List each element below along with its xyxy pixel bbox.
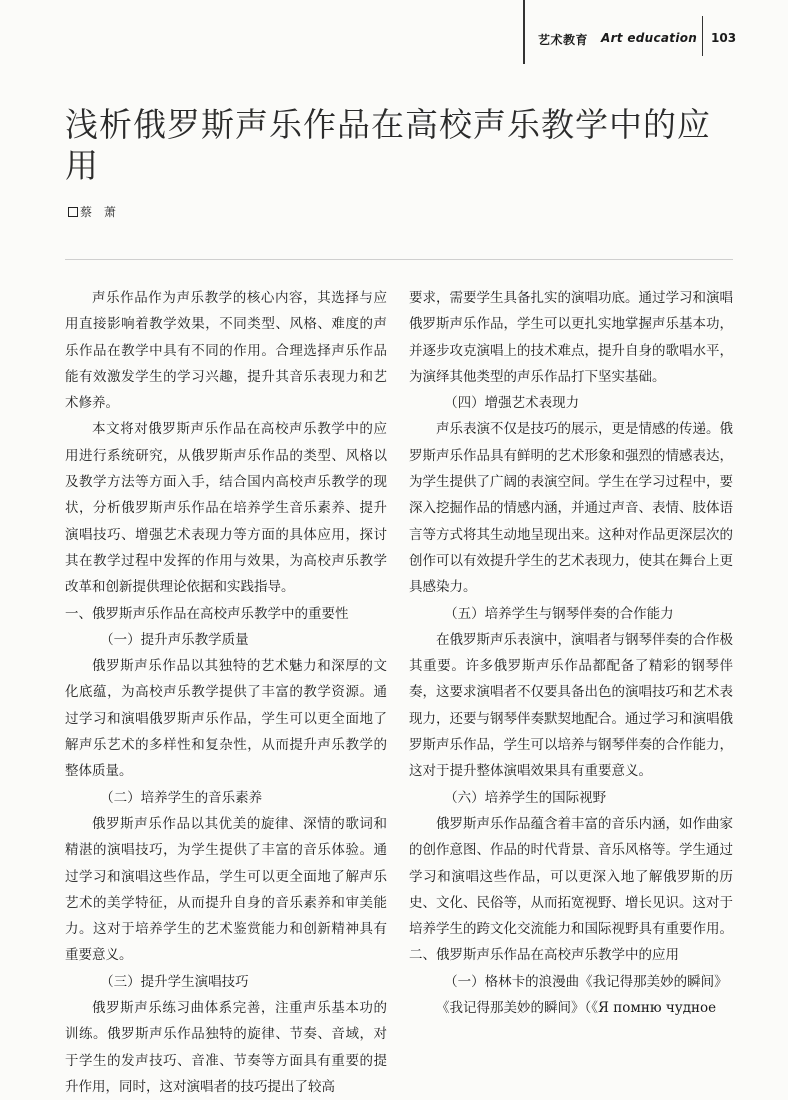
header-divider-line <box>523 0 525 64</box>
subsection-heading: （一）提升声乐教学质量 <box>100 631 249 648</box>
author-line <box>68 203 120 220</box>
paragraph: 在俄罗斯声乐表演中，演唱者与钢琴伴奏的合作极其重要。许多俄罗斯声乐作品都配备了精彩的钢琴伴奏，这要求演唱者不仅要具备出色的演唱技巧和艺术表现力，还要与钢琴伴奏默契地配合。通过学习和演唱俄罗斯声乐作品，学生可以培养与钢琴伴奏的合作能力，这对于提升整体演唱效果具有重要意义。 <box>409 631 733 780</box>
section-name-english: Art education <box>601 31 698 45</box>
article-title: 浅析俄罗斯声乐作品在高校声乐教学中的应用 <box>65 105 711 185</box>
subsection-heading: （三）提升学生演唱技巧 <box>100 973 249 990</box>
paragraph: 本文将对俄罗斯声乐作品在高校声乐教学中的应用进行系统研究，从俄罗斯声乐作品的类型、风格以及教学方法等方面入手，结合国内高校声乐教学的现状，分析俄罗斯声乐作品在培养学生音乐素养、提升演唱技巧、增强艺术表现力等方面的具体应用，探讨其在教学过程中发挥的作用与效果，为高校声乐教学改革和创新提供理论依据和实践指导。 <box>65 421 387 596</box>
subsection-heading: （五）培养学生与钢琴伴奏的合作能力 <box>444 605 674 622</box>
section-name-chinese: 艺术教育 <box>538 33 589 47</box>
author-name: 蔡 萧 <box>80 205 120 219</box>
section-heading: 一、俄罗斯声乐作品在高校声乐教学中的重要性 <box>65 605 349 622</box>
right-column <box>409 285 733 1021</box>
paragraph: 俄罗斯声乐练习曲体系完善，注重声乐基本功的训练。俄罗斯声乐作品独特的旋律、节奏、音域，对于学生的发声技巧、音准、节奏等方面具有重要的提升作用，同时，这对演唱者的技巧提出了较高 <box>65 1000 387 1095</box>
left-column <box>65 285 387 1100</box>
page-number: 103 <box>711 31 737 45</box>
header-separator-line <box>702 16 703 56</box>
section-heading: 二、俄罗斯声乐作品在高校声乐教学中的应用 <box>409 947 679 964</box>
subsection-heading: （四）增强艺术表现力 <box>444 395 580 412</box>
subsection-heading: （二）培养学生的音乐素养 <box>100 789 263 806</box>
running-header <box>523 0 788 72</box>
paragraph: 俄罗斯声乐作品蕴含着丰富的音乐内涵，如作曲家的创作意图、作品的时代背景、音乐风格等。学生通过学习和演唱这些作品，可以更深入地了解俄罗斯的历史、文化、民俗等，从而拓宽视野、增长见识。这对于培养学生的跨文化交流能力和国际视野具有重要作用。 <box>409 815 733 938</box>
subsection-heading: （一）格林卡的浪漫曲《我记得那美妙的瞬间》 <box>444 973 728 990</box>
paragraph-continued: 要求，需要学生具备扎实的演唱功底。通过学习和演唱俄罗斯声乐作品，学生可以更扎实地掌握声乐基本功，并逐步攻克演唱上的技术难点，提升自身的歌唱水平，为演绎其他类型的声乐作品打下坚实基础。 <box>409 290 733 385</box>
paragraph: 俄罗斯声乐作品以其优美的旋律、深情的歌词和精湛的演唱技巧，为学生提供了丰富的音乐体验。通过学习和演唱这些作品，学生可以更全面地了解声乐艺术的美学特征，从而提升自身的音乐素养和审美能力。这对于培养学生的艺术鉴赏能力和创新精神具有重要意义。 <box>65 815 387 964</box>
title-divider <box>65 259 733 260</box>
subsection-heading: （六）培养学生的国际视野 <box>444 789 607 806</box>
paragraph: 声乐表演不仅是技巧的展示，更是情感的传递。俄罗斯声乐作品具有鲜明的艺术形象和强烈的情感表达，为学生提供了广阔的表演空间。学生在学习过程中，要深入挖掘作品的情感内涵，并通过声音、表情、肢体语言等方式将其生动地呈现出来。这种对作品更深层次的创作可以有效提升学生的艺术表现力，使其在舞台上更具感染力。 <box>409 421 733 596</box>
author-marker-box <box>68 207 78 217</box>
paragraph: 声乐作品作为声乐教学的核心内容，其选择与应用直接影响着教学效果，不同类型、风格、难度的声乐作品在教学中具有不同的作用。合理选择声乐作品能有效激发学生的学习兴趣，提升其音乐表现力和艺术修养。 <box>65 290 387 412</box>
paragraph: 《我记得那美妙的瞬间》（《Я помню чудное <box>436 1000 717 1017</box>
paragraph: 俄罗斯声乐作品以其独特的艺术魅力和深厚的文化底蕴，为高校声乐教学提供了丰富的教学资源。通过学习和演唱俄罗斯声乐作品，学生可以更全面地了解声乐艺术的多样性和复杂性，从而提升声乐教学的整体质量。 <box>65 658 387 780</box>
